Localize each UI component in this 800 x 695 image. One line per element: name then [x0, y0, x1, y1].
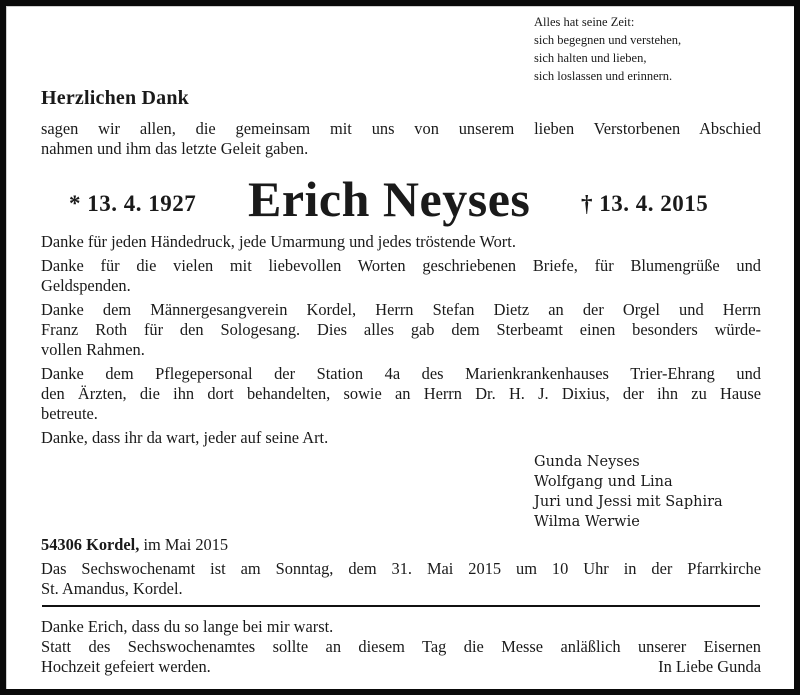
- footer-last-row: [41, 657, 761, 677]
- thanks-line: Danke dem Pflegepersonal der Station 4a des Marienkrankenhauses Trier-Ehrang und: [41, 364, 761, 383]
- intro-line: sagen wir allen, die gemeinsam mit uns von unserem lieben Verstorbenen Abschied: [41, 119, 761, 138]
- signature: Wolfgang und Lina: [534, 474, 673, 490]
- thanks-paragraph: [41, 428, 761, 448]
- obituary-notice: [6, 6, 794, 689]
- thanks-line: den Ärzten, die ihn dort behandelten, sowie an Herrn Dr. H. J. Dixius, der ihn zu Hause: [41, 384, 761, 403]
- place-location: 54306 Kordel,: [41, 535, 140, 554]
- thanks-line: Geldspenden.: [41, 276, 131, 295]
- closing-signature: In Liebe Gunda: [658, 657, 761, 676]
- thanks-line: betreute.: [41, 404, 98, 423]
- death-date: † 13. 4. 2015: [581, 191, 709, 216]
- thanks-line: Franz Roth für den Sologesang. Dies alles gab dem Sterbeamt einen besonders würde-: [41, 320, 761, 339]
- birth-date: * 13. 4. 1927: [69, 191, 197, 216]
- thanks-line: Danke dem Männergesangverein Kordel, Herrn Stefan Dietz an der Orgel und Herrn: [41, 300, 761, 319]
- intro-line: nahmen und ihm das letzte Geleit gaben.: [41, 139, 309, 158]
- thanks-line: Danke, dass ihr da wart, jeder auf seine Art.: [41, 428, 329, 447]
- thanks-paragraph: [41, 300, 761, 360]
- signature: Gunda Neyses: [534, 454, 640, 470]
- poem: [534, 13, 681, 85]
- service-line: Das Sechswochenamt ist am Sonntag, dem 31. Mai 2015 um 10 Uhr in der Pfarrkirche: [41, 559, 761, 578]
- footer-line: Statt des Sechswochenamtes sollte an diesem Tag die Messe anläßlich unserer Eisernen: [41, 637, 761, 656]
- footer-line: Hochzeit gefeiert werden.: [41, 657, 211, 676]
- poem-line: sich loslassen und erinnern.: [534, 69, 673, 83]
- thanks-line: Danke für die vielen mit liebevollen Worten geschriebenen Briefe, für Blumengrüße und: [41, 256, 761, 275]
- signature: Juri und Jessi mit Saphira: [534, 494, 723, 510]
- signature: Wilma Werwie: [534, 514, 640, 530]
- heading: Herzlichen Dank: [41, 87, 189, 109]
- thanks-paragraphs: [41, 232, 761, 452]
- thanks-line: vollen Rahmen.: [41, 340, 145, 359]
- footer-line: Danke Erich, dass du so lange bei mir warst.: [41, 617, 334, 636]
- deceased-name: Erich Neyses: [248, 171, 531, 227]
- thanks-paragraph: [41, 256, 761, 296]
- thanks-paragraph: [41, 232, 761, 252]
- thanks-line: Danke für jeden Händedruck, jede Umarmung und jedes tröstende Wort.: [41, 232, 516, 251]
- poem-line: Alles hat seine Zeit:: [534, 15, 635, 29]
- separator-line: [42, 605, 760, 607]
- poem-line: sich begegnen und verstehen,: [534, 33, 682, 47]
- intro-text: [41, 119, 761, 159]
- footer-text: [41, 617, 761, 677]
- signatures: [534, 452, 723, 532]
- service-info: [41, 559, 761, 599]
- place-date: [41, 535, 228, 555]
- place-month: im Mai 2015: [139, 535, 229, 554]
- thanks-paragraph: [41, 364, 761, 424]
- deceased-info: [41, 171, 761, 230]
- poem-line: sich halten und lieben,: [534, 51, 647, 65]
- service-line: St. Amandus, Kordel.: [41, 579, 183, 598]
